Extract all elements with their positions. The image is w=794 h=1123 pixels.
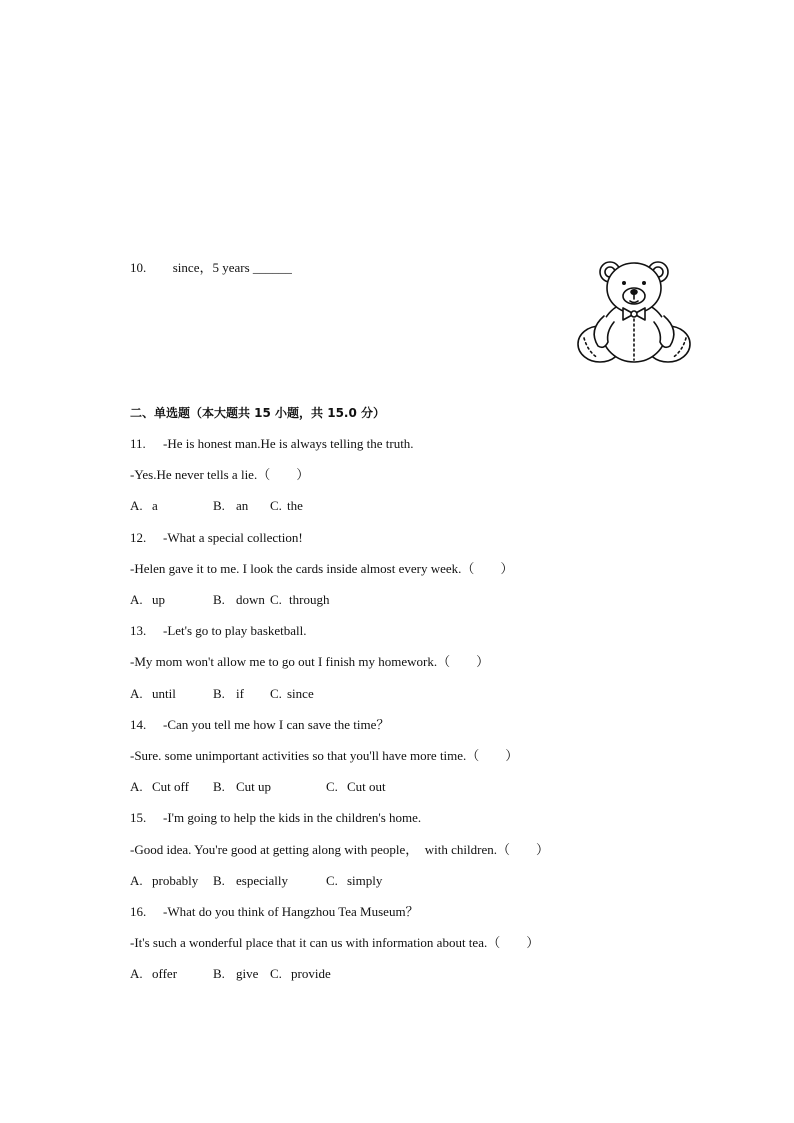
option-text: offer (152, 966, 178, 982)
option-letter: A. (130, 592, 143, 607)
question-response: -It's such a wonderful place that it can us with information about tea.（ ） (130, 935, 540, 951)
question-response: -Yes.He never tells a lie.（ ） (130, 467, 310, 483)
option-letter: C. (270, 498, 282, 514)
option-letter: A. (130, 685, 143, 701)
option-letter: A. (130, 779, 143, 795)
option-text: down (236, 592, 265, 607)
answer-blank: ______ (252, 260, 292, 275)
question-number: 12. (130, 529, 147, 545)
option-letter: C. (326, 872, 338, 888)
option-text: up (152, 592, 165, 607)
question-prompt: -I'm going to help the kids in the children's home. (163, 810, 422, 826)
question-response: -Good idea. You're good at getting along with people， with children.（ ） (130, 841, 550, 857)
question-number: 13. (130, 623, 147, 639)
question-number: 10. (130, 260, 147, 275)
option-letter: A. (130, 498, 143, 514)
question-prompt: -Can you tell me how I can save the time？ (163, 716, 390, 732)
question-number: 16. (130, 904, 147, 919)
option-letter: C. (326, 779, 338, 795)
question-number: 14. (130, 716, 147, 732)
option-text: simply (347, 872, 383, 888)
teddy-bear-icon (576, 258, 694, 366)
option-text: if (236, 685, 244, 701)
question-10 (130, 260, 292, 276)
option-text: provide (291, 966, 331, 982)
option-letter: C. (270, 966, 282, 982)
option-letter: B. (213, 966, 225, 982)
option-text: through (289, 592, 330, 607)
question-prompt: -He is honest man.He is always telling the truth. (163, 436, 414, 451)
option-text: give (236, 966, 259, 982)
option-text: especially (236, 872, 288, 888)
option-letter: B. (213, 779, 225, 795)
option-letter: B. (213, 685, 225, 701)
question-response: -Helen gave it to me. I look the cards inside almost every week.（ ） (130, 560, 514, 576)
option-letter: B. (213, 872, 225, 888)
option-text: probably (152, 872, 199, 888)
option-text: Cut off (152, 779, 189, 795)
question-number: 15. (130, 810, 147, 826)
option-letter: A. (130, 966, 143, 982)
option-text: since (287, 685, 314, 701)
option-text: Cut up (236, 779, 272, 795)
option-text: a (152, 498, 158, 514)
question-prompt: -What do you think of Hangzhou Tea Museum？ (163, 904, 419, 919)
option-letter: C. (270, 685, 282, 701)
option-text: an (236, 498, 249, 514)
option-letter: A. (130, 872, 143, 888)
option-letter: B. (213, 592, 225, 607)
question-prompt: -Let's go to play basketball. (163, 623, 307, 639)
option-text: until (152, 685, 176, 701)
option-text: the (287, 498, 303, 514)
option-letter: C. (270, 592, 282, 607)
question-number: 11. (130, 436, 146, 451)
question-response: -Sure. some unimportant activities so that you'll have more time.（ ） (130, 748, 519, 763)
option-text: Cut out (347, 779, 386, 795)
question-text: since，5 years (172, 260, 250, 275)
question-prompt: -What a special collection! (163, 529, 303, 545)
option-letter: B. (213, 498, 225, 514)
question-response: -My mom won't allow me to go out I finish my homework.（ ） (130, 654, 490, 670)
section-title: 二、单选题（本大题共 15 小题，共 15.0 分） (130, 406, 386, 420)
